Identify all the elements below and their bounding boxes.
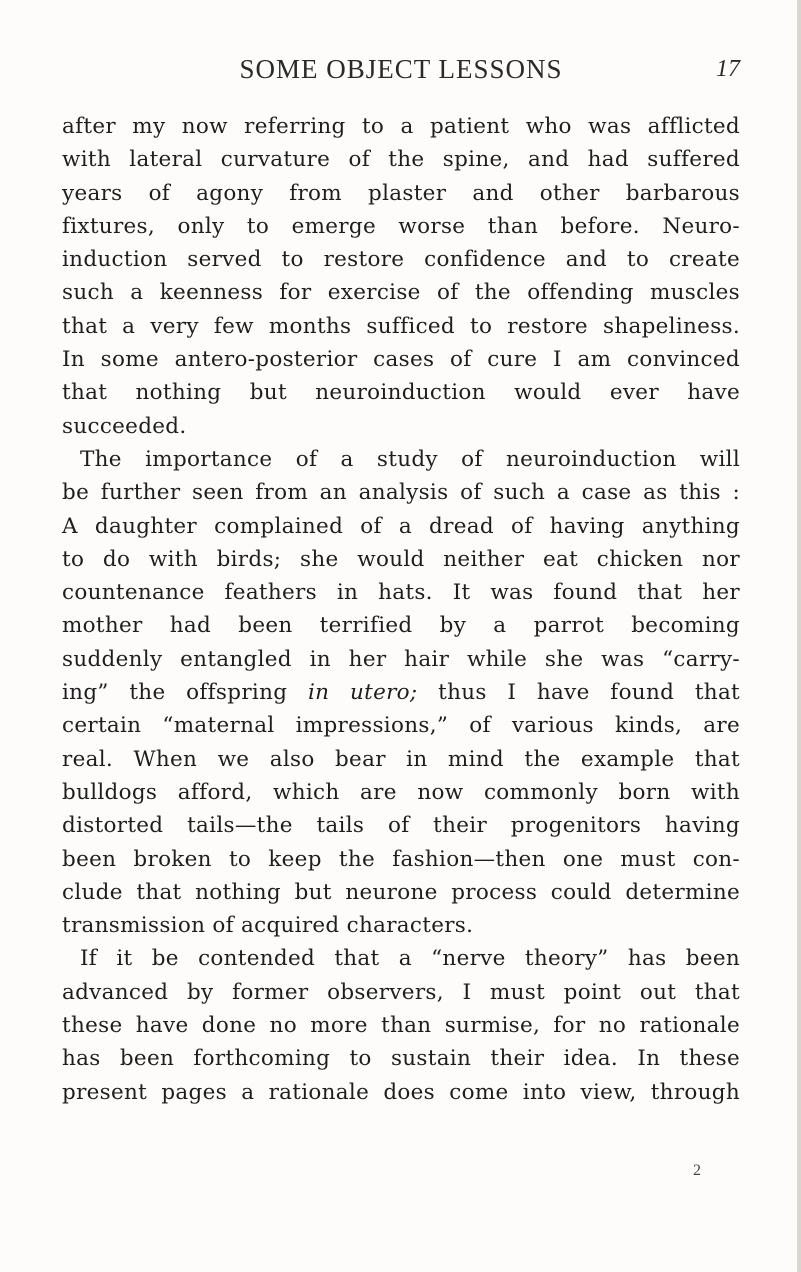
text-line: such a keenness for exercise of the offending muscles	[62, 280, 740, 306]
text-line: these have done no more than surmise, for no rationale	[62, 1013, 740, 1039]
italic-phrase: in utero;	[307, 680, 418, 706]
text-line: distorted tails—the tails of their progenitors having	[62, 813, 740, 839]
running-head: SOME OBJECT LESSONS	[239, 54, 563, 84]
text-line: to do with birds; she would neither eat chicken nor	[62, 546, 740, 572]
text-line: In some antero-posterior cases of cure I am convinced	[62, 347, 740, 373]
text-line: clude that nothing but neurone process could determine	[62, 879, 740, 905]
text-line: certain “maternal impressions,” of various kinds, are	[62, 713, 740, 739]
text-line-with-italic	[62, 676, 740, 709]
text-line: be further seen from an analysis of such a case as this :	[62, 480, 740, 506]
page-header	[62, 54, 740, 90]
text-line: has been forthcoming to sustain their idea. In these	[62, 1046, 740, 1072]
page-edge	[797, 0, 801, 1272]
text-fragment: ing” the offspring	[62, 680, 308, 706]
text-line: been broken to keep the fashion—then one must con-	[62, 846, 740, 872]
text-line: advanced by former observers, I must point out that	[62, 979, 740, 1005]
signature-mark: 2	[693, 1162, 701, 1179]
text-line: fixtures, only to emerge worse than before. Neuro-	[62, 213, 740, 239]
text-line: A daughter complained of a dread of having anything	[62, 513, 740, 539]
page-number: 17	[716, 56, 740, 82]
text-line: with lateral curvature of the spine, and had suffered	[62, 147, 740, 173]
text-line: transmission of acquired characters.	[62, 913, 474, 939]
text-line: countenance feathers in hats. It was found that her	[62, 580, 740, 606]
text-line: induction served to restore confidence and to create	[62, 247, 740, 273]
text-line: present pages a rationale does come into view, through	[62, 1079, 740, 1105]
text-line: suddenly entangled in her hair while she was “carry-	[62, 646, 740, 672]
text-line: succeeded.	[62, 413, 187, 439]
text-line: The importance of a study of neuroinduction will	[80, 446, 740, 472]
text-line: mother had been terrified by a parrot becoming	[62, 613, 740, 639]
text-line: that a very few months sufficed to restore shapeliness.	[62, 313, 740, 339]
text-line: If it be contended that a “nerve theory” has been	[80, 946, 740, 972]
body-text	[62, 110, 740, 1109]
text-line: years of agony from plaster and other barbarous	[62, 180, 740, 206]
text-line: real. When we also bear in mind the example that	[62, 746, 740, 772]
text-line: that nothing but neuroinduction would ever have	[62, 380, 740, 406]
text-fragment: thus I have found that	[417, 680, 740, 706]
text-line: bulldogs afford, which are now commonly born with	[62, 779, 740, 805]
text-line: after my now referring to a patient who was afflicted	[62, 114, 740, 139]
